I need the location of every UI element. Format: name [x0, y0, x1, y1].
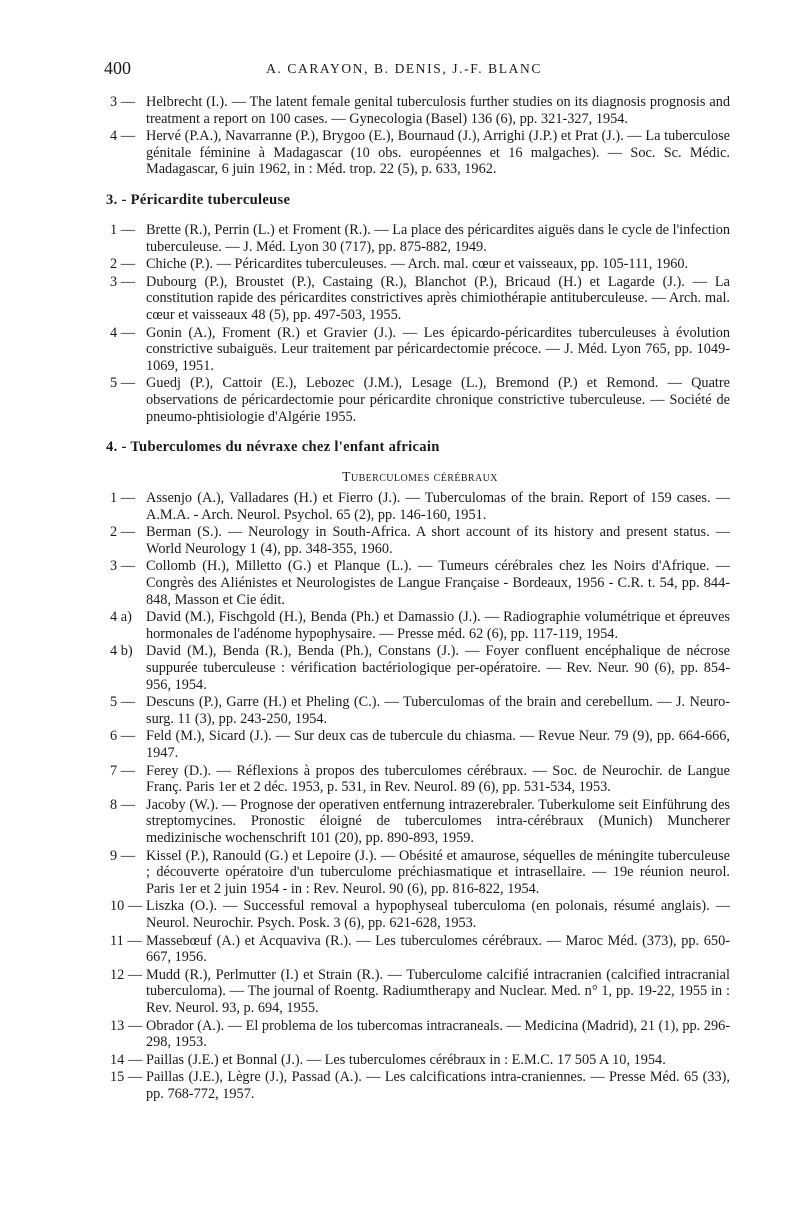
reference-text: Obrador (A.). — El problema de los tubercomas intracraneals. — Medicina (Madrid), 21 (1), pp. 296-298, 1953.: [146, 1017, 731, 1051]
reference-text: Feld (M.), Sicard (J.). — Sur deux cas de tubercule du chiasma. — Revue Neur. 79 (9), pp. 664-666, 1947.: [146, 728, 730, 761]
reference-number: 15 —: [110, 1069, 143, 1086]
reference-entry: [110, 524, 730, 557]
reference-text: Descuns (P.), Garre (H.) et Pheling (C.). — Tuberculomas of the brain and cerebellum. — J. Neuro-surg. 11 (3), pp. 243-250, 1954.: [146, 694, 730, 727]
reference-number: 1 —: [110, 490, 136, 507]
reference-text: Helbrecht (I.). — The latent female genital tuberculosis further studies on its diagnosis prognosis and treatment a report on 100 cases. — Gynecologia (Basel) 136 (6), pp. 321-327, 1954.: [146, 94, 730, 127]
reference-number: 5 —: [110, 375, 136, 392]
page-number: 400: [104, 58, 131, 78]
reference-entry: [110, 609, 730, 642]
reference-number: 3 —: [110, 273, 136, 290]
reference-text: Massebœuf (A.) et Acquaviva (R.). — Les tuberculomes cérébraux. — Maroc Méd. (373), pp. 650-667, 1956.: [146, 932, 730, 966]
reference-number: 11 —: [110, 932, 142, 949]
reference-number: 3 —: [110, 558, 136, 575]
reference-text: Gonin (A.), Froment (R.) et Gravier (J.). — Les épicardo-péricardites tuberculeuses à évolution constrictive subaiguës. Leur traitement par péricardectomie précoce. — J. Méd. Lyon 765, pp. 1049-1069, 1951.: [146, 324, 730, 374]
reference-text: Guedj (P.), Cattoir (E.), Lebozec (J.M.), Lesage (L.), Bremond (P.) et Remond. — Quatre observations de péricardectomie pour péricardite chronique constrictive tuberculeuse. — Société de pneumo-phtisiologie d'Algérie 1955.: [146, 375, 730, 425]
reference-entry: [110, 1018, 730, 1051]
reference-text: Ferey (D.). — Réflexions à propos des tuberculomes cérébraux. — Soc. de Neurochir. de Langue Franç. Paris 1er et 2 déc. 1953, p. 531, in Rev. Neurol. 89 (6), pp. 531-534, 1953.: [146, 762, 730, 796]
reference-number: 2 —: [110, 524, 136, 541]
reference-entry: [110, 763, 730, 796]
reference-number: 4 a): [110, 609, 132, 626]
reference-number: 10 —: [110, 898, 143, 915]
reference-entry: [110, 274, 730, 324]
reference-number: 13 —: [110, 1017, 143, 1034]
reference-entry: [110, 643, 730, 693]
reference-text: Chiche (P.). — Péricardites tuberculeuses. — Arch. mal. cœur et vaisseaux, pp. 105-111, 1960.: [146, 256, 689, 273]
reference-text: Kissel (P.), Ranould (G.) et Lepoire (J.). — Obésité et amaurose, séquelles de méningite tuberculeuse ; découverte opératoire d'un tuberculome préchiasmatique et intrasellaire. — 19e réunion neurol. Paris 1er et 2 juin 1954 - in : Rev. Neurol. 90 (6), pp. 816-822, 1954.: [146, 847, 730, 897]
reference-number: 4 b): [110, 643, 133, 660]
reference-number: 7 —: [110, 762, 136, 779]
reference-entry: [110, 1069, 730, 1102]
running-title: A. CARAYON, B. DENIS, J.-F. BLANC: [266, 61, 542, 76]
reference-text: Hervé (P.A.), Navarranne (P.), Brygoo (E.), Bournaud (J.), Arrighi (J.P.) et Prat (J.). — La tuberculose génitale féminine à Madagascar (10 obs. européennes et 16 malgaches). — Soc. Sc. Médic. Madagascar, 6 juin 1962, in : Méd. trop. 22 (5), p. 633, 1962.: [146, 128, 730, 178]
reference-number: 12 —: [110, 966, 143, 983]
reference-number: 4 —: [110, 324, 136, 341]
reference-text: David (M.), Benda (R.), Benda (Ph.), Constans (J.). — Foyer confluent encéphalique de nécrose suppurée tuberculeuse : vérification bactériologique per-opératoire. — Rev. Neur. 90 (6), pp. 854-956, 1954.: [146, 643, 730, 693]
reference-number: 14 —: [110, 1051, 143, 1068]
reference-text: Collomb (H.), Milletto (G.) et Planque (L.). — Tumeurs cérébrales chez les Noirs d'Afrique. — Congrès des Aliénistes et Neurologistes de Langue Française - Bordeaux, 1956 - C.R. t. 54, pp. 844-848, Masson et Cie édit.: [146, 558, 730, 608]
reference-entry: [110, 728, 730, 761]
reference-number: 4 —: [110, 128, 136, 145]
reference-entry: [110, 898, 730, 931]
reference-entry: [110, 375, 730, 425]
reference-entry: [110, 325, 730, 375]
reference-text: Berman (S.). — Neurology in South-Africa. A short account of its history and present status. — World Neurology 1 (4), pp. 348-355, 1960.: [146, 524, 730, 557]
reference-entry: [110, 1052, 730, 1069]
reference-entry: [110, 967, 730, 1017]
reference-text: Jacoby (W.). — Prognose der operativen entfernung intrazerebraler. Tuberkulome seit Einführung des streptomycines. Pronostic éloigné de tuberculomes intra-cérébraux (Munich) Muncherer medizinische wochenschrift 101 (20), pp. 890-893, 1959.: [146, 796, 730, 846]
reference-text: Paillas (J.E.), Lègre (J.), Passad (A.). — Les calcifications intra-craniennes. — Presse Méd. 65 (33), pp. 768-772, 1957.: [146, 1069, 730, 1102]
reference-text: Liszka (O.). — Successful removal a hypophyseal tuberculoma (en polonais, résumé anglais). — Neurol. Neurochir. Psych. Posk. 3 (6), pp. 621-628, 1953.: [146, 898, 730, 931]
reference-number: 9 —: [110, 847, 136, 864]
reference-entry: [110, 797, 730, 847]
bibliography-list: [106, 94, 731, 1103]
reference-text: Dubourg (P.), Broustet (P.), Castaing (R.), Blanchot (P.), Bricaud (H.) et Lagarde (J.). — La constitution rapide des péricardites constrictives après chimiothérapie antituberculeuse. — Arch. mal. cœur et vaisseaux 48 (5), pp. 497-503, 1955.: [146, 273, 730, 323]
reference-text: Paillas (J.E.) et Bonnal (J.). — Les tuberculomes cérébraux in : E.M.C. 17 505 A 10, 1954.: [146, 1051, 666, 1068]
reference-number: 3 —: [110, 94, 136, 110]
subsection-heading: Tuberculomes cérébraux: [342, 469, 498, 485]
reference-number: 1 —: [110, 221, 136, 238]
reference-number: 6 —: [110, 728, 136, 745]
page-header: [104, 58, 704, 82]
reference-text: David (M.), Fischgold (H.), Benda (Ph.) et Damassio (J.). — Radiographie volumétrique et épreuves hormonales de l'adénome hypophysaire. — Presse méd. 62 (6), pp. 117-119, 1954.: [146, 609, 730, 642]
reference-entry: [110, 558, 730, 608]
reference-text: Mudd (R.), Perlmutter (I.) et Strain (R.). — Tuberculome calcifié intracranien (calcified intracranial tuberculoma). — The journal of Roentg. Radiumtherapy and Nuclear. Med. n° 1, pp. 19-22, 1955 in : Rev. Neurol. 93, p. 694, 1955.: [146, 966, 730, 1016]
reference-entry: [110, 933, 730, 966]
reference-entry: [110, 128, 730, 178]
reference-entry: [110, 490, 730, 523]
section-heading: 4. - Tuberculomes du névraxe chez l'enfant africain: [106, 439, 440, 456]
reference-entry: [110, 94, 730, 127]
reference-entry: [110, 256, 730, 273]
reference-entry: [110, 694, 730, 727]
reference-number: 2 —: [110, 256, 136, 273]
reference-entry: [110, 222, 730, 255]
section-heading: 3. - Péricardite tuberculeuse: [106, 191, 291, 208]
reference-entry: [110, 848, 730, 898]
reference-text: Assenjo (A.), Valladares (H.) et Fierro (J.). — Tuberculomas of the brain. Report of 159 cases. — A.M.A. - Arch. Neurol. Psychol. 65 (2), pp. 146-160, 1951.: [146, 490, 730, 523]
reference-number: 8 —: [110, 796, 136, 813]
reference-text: Brette (R.), Perrin (L.) et Froment (R.). — La place des péricardites aiguës dans le cycle de l'infection tuberculeuse. — J. Méd. Lyon 30 (717), pp. 875-882, 1949.: [146, 221, 730, 255]
reference-number: 5 —: [110, 694, 136, 711]
